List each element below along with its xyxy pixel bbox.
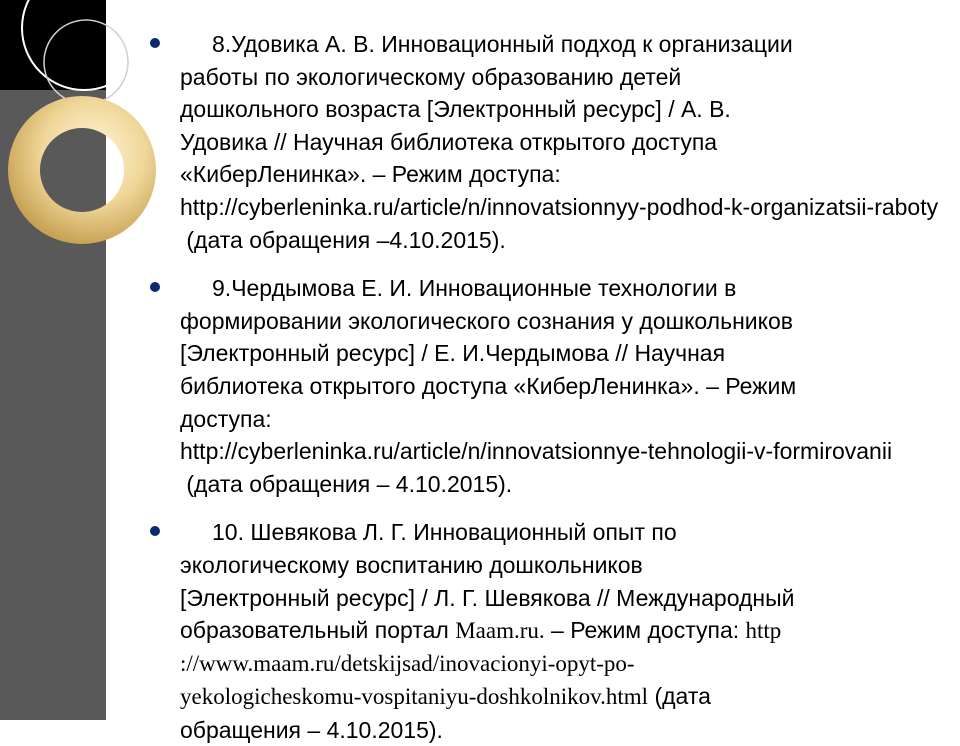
- entry-line: библиотека открытого доступа «КиберЛенинка». – Режим: [180, 372, 797, 399]
- black-corner-block: [0, 0, 106, 90]
- entry-number: 10.: [212, 519, 251, 546]
- entry-line: [Электронный ресурс] / Л. Г. Шевякова // Международный: [180, 584, 795, 611]
- reference-entry-10: [150, 516, 960, 746]
- entry-line: [Электронный ресурс] / Е. И.Чердымова // Научная: [180, 340, 726, 367]
- entry-line: формировании экологического сознания у дошкольников: [180, 307, 793, 334]
- reference-entry-8: [150, 28, 960, 256]
- entry-url: ://www.maam.ru/detskijsad/inovacionyi-opyt-po-: [180, 650, 635, 676]
- entry-line: экологическому воспитанию дошкольников: [180, 551, 643, 578]
- entry-line: 9.Чердымова Е. И. Инновационные технологии в: [212, 275, 737, 302]
- entry-line: «КиберЛенинка». – Режим доступа:: [180, 161, 561, 188]
- entry-line: дошкольного возраста [Электронный ресурс] / А. В.: [180, 96, 731, 123]
- entry-number: 8.: [212, 31, 232, 57]
- entry-url: http://cyberleninka.ru/article/n/innovatsionnye-tehnologii-v-formirovanii: [180, 438, 893, 465]
- entry-line: работы по экологическому образованию детей: [180, 63, 682, 90]
- decorative-sidebar: [0, 0, 106, 720]
- decorative-rings-graphic: [0, 0, 106, 720]
- entry-number: 9.: [212, 275, 232, 302]
- reference-entry-9: [150, 272, 960, 500]
- entry-access-date: (дата обращения –4.10.2015).: [180, 226, 506, 253]
- bullet-icon: [150, 282, 160, 292]
- portal-name: Maam.ru.: [455, 618, 545, 644]
- entry-access-date: (дата обращения – 4.10.2015).: [180, 470, 513, 497]
- entry-line: образовательный портал Maam.ru. – Режим доступа: http: [180, 617, 782, 644]
- entry-line: 8.Удовика А. В. Инновационный подход к организации: [212, 31, 793, 57]
- bullet-icon: [150, 526, 160, 536]
- entry-line: yekologicheskomu-vospitaniyu-doshkolnikov.html (дата: [180, 683, 711, 710]
- bullet-icon: [150, 38, 160, 48]
- reference-list: [150, 28, 960, 743]
- entry-line: доступа:: [180, 405, 272, 432]
- entry-url: yekologicheskomu-vospitaniyu-doshkolnikov.html: [180, 684, 649, 710]
- entry-url: http: [745, 618, 782, 644]
- entry-line: Удовика // Научная библиотека открытого доступа: [180, 128, 718, 155]
- entry-url: http://cyberleninka.ru/article/n/innovatsionnyy-podhod-k-organizatsii-raboty: [180, 193, 939, 220]
- entry-access-date: обращения – 4.10.2015).: [180, 716, 443, 743]
- entry-line: 10. Шевякова Л. Г. Инновационный опыт по: [212, 519, 677, 546]
